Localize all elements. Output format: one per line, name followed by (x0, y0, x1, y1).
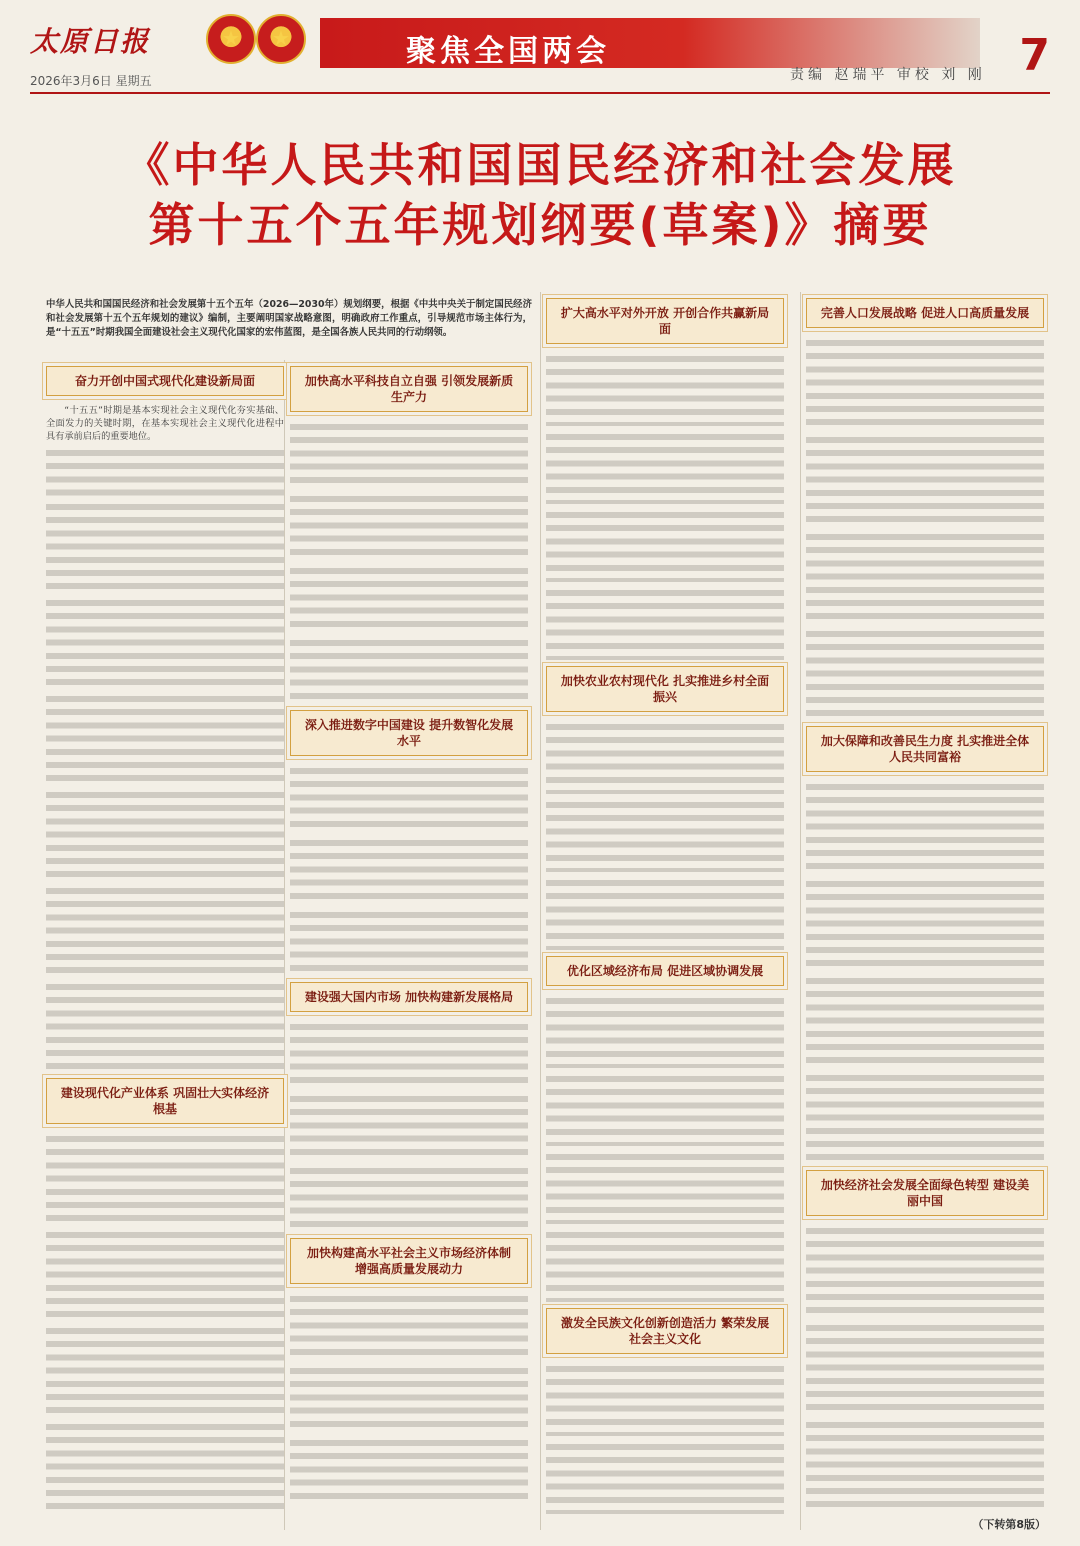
section-heading: 建设强大国内市场 加快构建新发展格局 (290, 982, 528, 1012)
body-paragraph (546, 876, 784, 950)
body-paragraph (546, 994, 784, 1068)
body-paragraph (806, 1321, 1044, 1414)
body-paragraph (290, 764, 528, 832)
section-heading: 加快农业农村现代化 扎实推进乡村全面振兴 (546, 666, 784, 712)
body-paragraph (806, 780, 1044, 873)
body-paragraph (46, 500, 284, 592)
body-paragraph (546, 1072, 784, 1146)
body-paragraph (546, 508, 784, 582)
section-heading: 优化区域经济布局 促进区域协调发展 (546, 956, 784, 986)
body-paragraph (806, 336, 1044, 429)
section-heading: 奋力开创中国式现代化建设新局面 (46, 366, 284, 396)
body-paragraph (46, 596, 284, 688)
body-paragraph (46, 884, 284, 976)
body-paragraph (546, 798, 784, 872)
page-number: 7 (1019, 30, 1050, 81)
body-paragraph (46, 1228, 284, 1320)
body-paragraph (290, 1164, 528, 1232)
article-column-3 (546, 292, 784, 1518)
issue-date: 2026年3月6日 星期五 (30, 74, 152, 88)
body-paragraph (290, 1020, 528, 1088)
body-paragraph (546, 352, 784, 426)
body-paragraph (806, 1418, 1044, 1511)
body-paragraph (806, 1071, 1044, 1164)
body-paragraph (290, 420, 528, 488)
section-heading: 加快高水平科技自立自强 引领发展新质生产力 (290, 366, 528, 412)
article-intro: 中华人民共和国国民经济和社会发展第十五个五年（2026—2030年）规划纲要，根据《中共中央关于制定国民经济和社会发展第十五个五年规划的建议》编制，主要阐明国家战略意图，明确政府工作重点，引导规范市场主体行为，是“十五五”时期我国全面建设社会主义现代化国家的宏伟蓝图，是全国各族人民共同的行动纲领。 (46, 299, 532, 338)
editor-credits: 责编 赵瑞平 审校 刘 刚 (790, 67, 986, 83)
headline-line-2: 第十五个五年规划纲要(草案)》摘要 (148, 198, 932, 252)
body-paragraph (46, 1132, 284, 1224)
column-divider (284, 360, 285, 1530)
body-paragraph (806, 433, 1044, 526)
section-heading: 加快经济社会发展全面绿色转型 建设美丽中国 (806, 1170, 1044, 1216)
section-banner (320, 18, 980, 68)
body-paragraph (546, 1228, 784, 1302)
body-paragraph (546, 586, 784, 660)
body-paragraph (290, 1436, 528, 1504)
body-paragraph (806, 974, 1044, 1067)
body-paragraph (290, 836, 528, 904)
national-emblem-icon: ★ (206, 14, 256, 64)
column-divider (540, 292, 541, 1530)
body-paragraph (290, 1092, 528, 1160)
body-paragraph (806, 530, 1044, 623)
body-paragraph (46, 1420, 284, 1512)
body-paragraph (290, 1292, 528, 1360)
body-paragraph (290, 1364, 528, 1432)
cppcc-emblem-icon: ★ (256, 14, 306, 64)
body-paragraph (546, 1150, 784, 1224)
header-rule (30, 92, 1050, 94)
article-column-1 (46, 360, 284, 1516)
body-paragraph (290, 636, 528, 704)
section-heading: 深入推进数字中国建设 提升数智化发展水平 (290, 710, 528, 756)
body-paragraph (806, 877, 1044, 970)
article-headline (40, 135, 1040, 255)
body-paragraph (546, 430, 784, 504)
section-heading: 激发全民族文化创新创造活力 繁荣发展社会主义文化 (546, 1308, 784, 1354)
body-paragraph (46, 692, 284, 784)
body-paragraph (546, 1440, 784, 1514)
body-paragraph (806, 627, 1044, 720)
banner-title: 聚焦全国两会 (406, 34, 610, 69)
body-paragraph (290, 564, 528, 632)
body-paragraph (46, 1324, 284, 1416)
continued-note: （下转第8版） (972, 1518, 1046, 1531)
body-paragraph (290, 492, 528, 560)
section-heading: 扩大高水平对外开放 开创合作共赢新局面 (546, 298, 784, 344)
body-paragraph (806, 1224, 1044, 1317)
body-paragraph: “十五五”时期是基本实现社会主义现代化夯实基础、全面发力的关键时期，在基本实现社会主义现代化进程中具有承前启后的重要地位。 (46, 405, 284, 443)
column-divider (800, 292, 801, 1530)
section-heading: 加大保障和改善民生力度 扎实推进全体人民共同富裕 (806, 726, 1044, 772)
newspaper-logo: 太原日报 (30, 25, 151, 58)
body-paragraph (546, 720, 784, 794)
body-text-lines (46, 446, 284, 500)
article-column-2 (290, 360, 528, 1508)
body-paragraph (46, 788, 284, 880)
body-paragraph (546, 1362, 784, 1436)
body-paragraph (290, 908, 528, 976)
section-heading: 完善人口发展战略 促进人口高质量发展 (806, 298, 1044, 328)
masthead (0, 0, 1080, 92)
section-heading: 建设现代化产业体系 巩固壮大实体经济根基 (46, 1078, 284, 1124)
body-paragraph (46, 980, 284, 1072)
article-column-4 (806, 292, 1044, 1515)
section-heading: 加快构建高水平社会主义市场经济体制 增强高质量发展动力 (290, 1238, 528, 1284)
headline-line-1: 《中华人民共和国国民经济和社会发展 (123, 138, 957, 192)
